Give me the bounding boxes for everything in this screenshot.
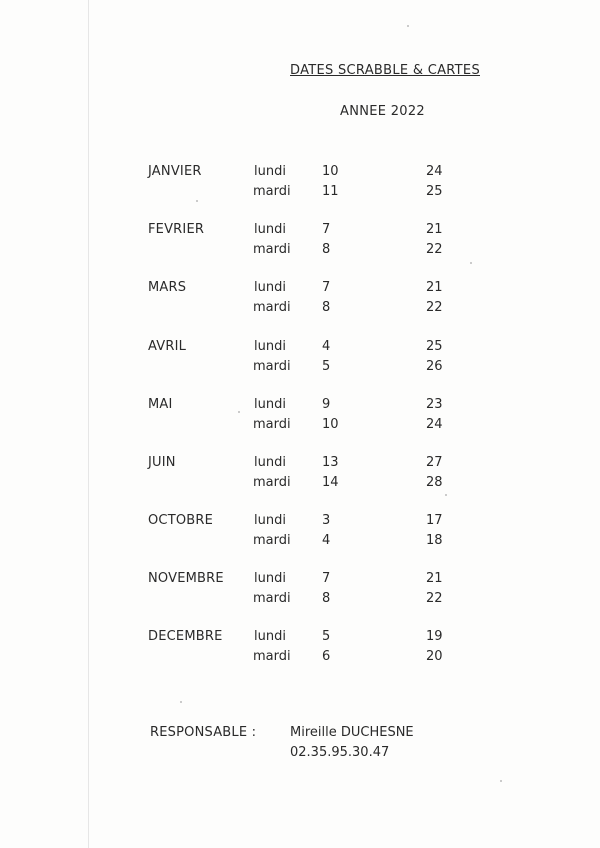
date-value: 13	[322, 455, 339, 470]
month-name: JANVIER	[148, 164, 202, 179]
date-value: 8	[322, 300, 331, 315]
date-value: 9	[322, 397, 331, 412]
month-block-decembre	[0, 629, 600, 669]
scan-speck	[470, 262, 472, 264]
day-label-mardi: mardi	[253, 417, 291, 432]
date-value: 27	[426, 455, 443, 470]
month-name: OCTOBRE	[148, 513, 214, 528]
date-value: 7	[322, 280, 331, 295]
document-title: DATES SCRABBLE & CARTES	[290, 63, 480, 78]
month-name: DECEMBRE	[148, 629, 223, 644]
month-block-octobre	[0, 513, 600, 553]
date-value: 4	[322, 339, 331, 354]
date-value: 24	[426, 417, 443, 432]
scan-speck	[445, 494, 447, 496]
day-label-lundi: lundi	[254, 455, 286, 470]
date-value: 10	[322, 417, 339, 432]
day-label-mardi: mardi	[253, 300, 291, 315]
day-label-mardi: mardi	[253, 359, 291, 374]
month-block-novembre	[0, 571, 600, 611]
responsable-name: Mireille DUCHESNE	[290, 725, 414, 740]
date-value: 20	[426, 649, 443, 664]
month-block-mai	[0, 397, 600, 437]
date-value: 18	[426, 533, 443, 548]
day-label-lundi: lundi	[254, 629, 286, 644]
day-label-lundi: lundi	[254, 280, 286, 295]
date-value: 11	[322, 184, 339, 199]
day-label-mardi: mardi	[253, 475, 291, 490]
date-value: 6	[322, 649, 331, 664]
scan-speck	[407, 25, 409, 27]
day-label-mardi: mardi	[253, 649, 291, 664]
day-label-mardi: mardi	[253, 242, 291, 257]
day-label-mardi: mardi	[253, 184, 291, 199]
month-block-janvier	[0, 164, 600, 204]
month-name: MARS	[148, 280, 187, 295]
date-value: 7	[322, 571, 331, 586]
month-name: FEVRIER	[148, 222, 205, 237]
date-value: 21	[426, 571, 443, 586]
month-block-mars	[0, 280, 600, 320]
month-name: JUIN	[148, 455, 176, 470]
responsable-phone: 02.35.95.30.47	[290, 745, 390, 760]
day-label-lundi: lundi	[254, 397, 286, 412]
date-value: 8	[322, 242, 331, 257]
scan-speck	[238, 411, 240, 413]
date-value: 3	[322, 513, 331, 528]
date-value: 19	[426, 629, 443, 644]
date-value: 7	[322, 222, 331, 237]
date-value: 25	[426, 339, 443, 354]
scan-speck	[180, 701, 182, 703]
month-name: MAI	[148, 397, 173, 412]
month-block-fevrier	[0, 222, 600, 262]
date-value: 23	[426, 397, 443, 412]
scan-speck	[500, 780, 502, 782]
date-value: 26	[426, 359, 443, 374]
date-value: 22	[426, 300, 443, 315]
month-block-avril	[0, 339, 600, 379]
date-value: 25	[426, 184, 443, 199]
month-block-juin	[0, 455, 600, 495]
date-value: 24	[426, 164, 443, 179]
date-value: 10	[322, 164, 339, 179]
date-value: 21	[426, 280, 443, 295]
day-label-mardi: mardi	[253, 533, 291, 548]
date-value: 5	[322, 629, 331, 644]
document-subtitle: ANNEE 2022	[340, 104, 425, 119]
day-label-mardi: mardi	[253, 591, 291, 606]
scan-speck	[196, 200, 198, 202]
date-value: 22	[426, 242, 443, 257]
date-value: 22	[426, 591, 443, 606]
date-value: 4	[322, 533, 331, 548]
day-label-lundi: lundi	[254, 571, 286, 586]
day-label-lundi: lundi	[254, 513, 286, 528]
date-value: 14	[322, 475, 339, 490]
date-value: 5	[322, 359, 331, 374]
month-name: AVRIL	[148, 339, 187, 354]
date-value: 17	[426, 513, 443, 528]
date-value: 8	[322, 591, 331, 606]
day-label-lundi: lundi	[254, 339, 286, 354]
day-label-lundi: lundi	[254, 164, 286, 179]
date-value: 21	[426, 222, 443, 237]
day-label-lundi: lundi	[254, 222, 286, 237]
date-value: 28	[426, 475, 443, 490]
responsable-label: RESPONSABLE :	[150, 725, 257, 740]
month-name: NOVEMBRE	[148, 571, 224, 586]
